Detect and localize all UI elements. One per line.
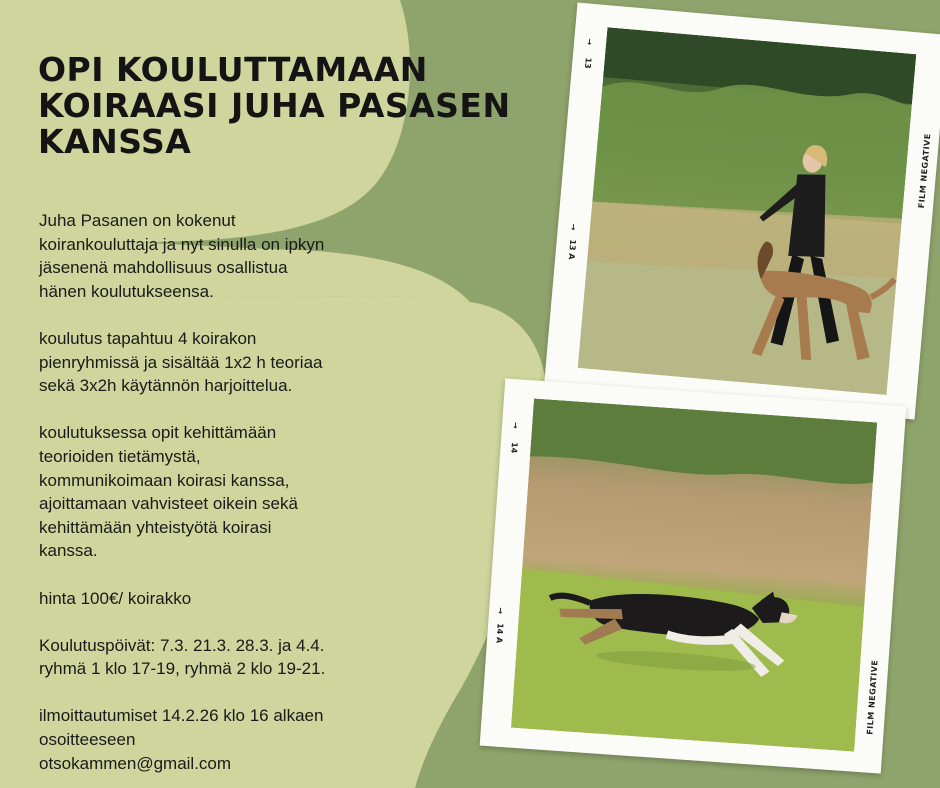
text-line: sekä 3x2h käytännön harjoittelua. (39, 376, 293, 396)
intro-paragraph (39, 209, 391, 303)
title-line: KOIRAASI JUHA PASASEN (38, 86, 511, 125)
email-address: otsokammen@gmail.com (39, 753, 232, 773)
film-side-label: FILM NEGATIVE (865, 659, 880, 736)
arrow-icon: ↓ (569, 222, 577, 233)
text-line: osoitteeseen (39, 730, 136, 750)
text-line: ajoittamaan vahvisteet oikein sekä (39, 494, 298, 514)
learning-paragraph (39, 421, 391, 563)
film-frame-bottom (480, 378, 907, 773)
frame-number: 14 (509, 441, 519, 454)
format-paragraph (39, 327, 391, 398)
text-line: hänen koulutukseensa. (39, 281, 214, 301)
photo-running-dog (511, 398, 880, 751)
film-side-label: FILM NEGATIVE (916, 132, 933, 209)
price-paragraph (39, 587, 391, 611)
arrow-icon: ↓ (511, 421, 520, 431)
text-line: koulutus tapahtuu 4 koirakon (39, 328, 257, 348)
text-line: koirankouluttaja ja nyt sinulla on ipkyn (39, 234, 325, 254)
text-line: Koulutuspöivät: 7.3. 21.3. 28.3. ja 4.4. (39, 635, 325, 655)
photo-handler-with-dog (578, 27, 917, 395)
text-line: koulutuksessa opit kehittämään (39, 423, 277, 443)
text-line: ilmoittautumiset 14.2.26 klo 16 alkaen (39, 706, 324, 726)
arrow-icon: ↓ (585, 37, 594, 47)
frame-number: 13 (582, 57, 593, 70)
frame-number: 13 A (566, 239, 578, 260)
text-line: hinta 100€/ koirakko (39, 588, 192, 608)
text-line: kommunikoimaan koirasi kanssa, (39, 470, 290, 490)
title-line: KANSSA (38, 122, 192, 161)
poster-title (38, 52, 518, 160)
arrow-icon: ↓ (496, 606, 505, 616)
text-line: ryhmä 1 klo 17-19, ryhmä 2 klo 19-21. (39, 659, 326, 679)
text-line: kanssa. (39, 541, 98, 561)
text-line: jäsenenä mahdollisuus osallistua (39, 258, 288, 278)
text-line: teorioiden tietämystä, (39, 446, 201, 466)
text-line: pienryhmissä ja sisältää 1x2 h teoriaa (39, 352, 323, 372)
title-line: OPI KOULUTTAMAAN (38, 50, 428, 89)
frame-number: 14 A (494, 622, 505, 644)
poster-body (39, 209, 391, 775)
film-frame-top (544, 3, 940, 420)
dates-paragraph (39, 634, 391, 681)
text-line: Juha Pasanen on kokenut (39, 211, 236, 230)
text-line: kehittämään yhteistyötä koirasi (39, 517, 272, 537)
registration-paragraph (39, 704, 391, 775)
